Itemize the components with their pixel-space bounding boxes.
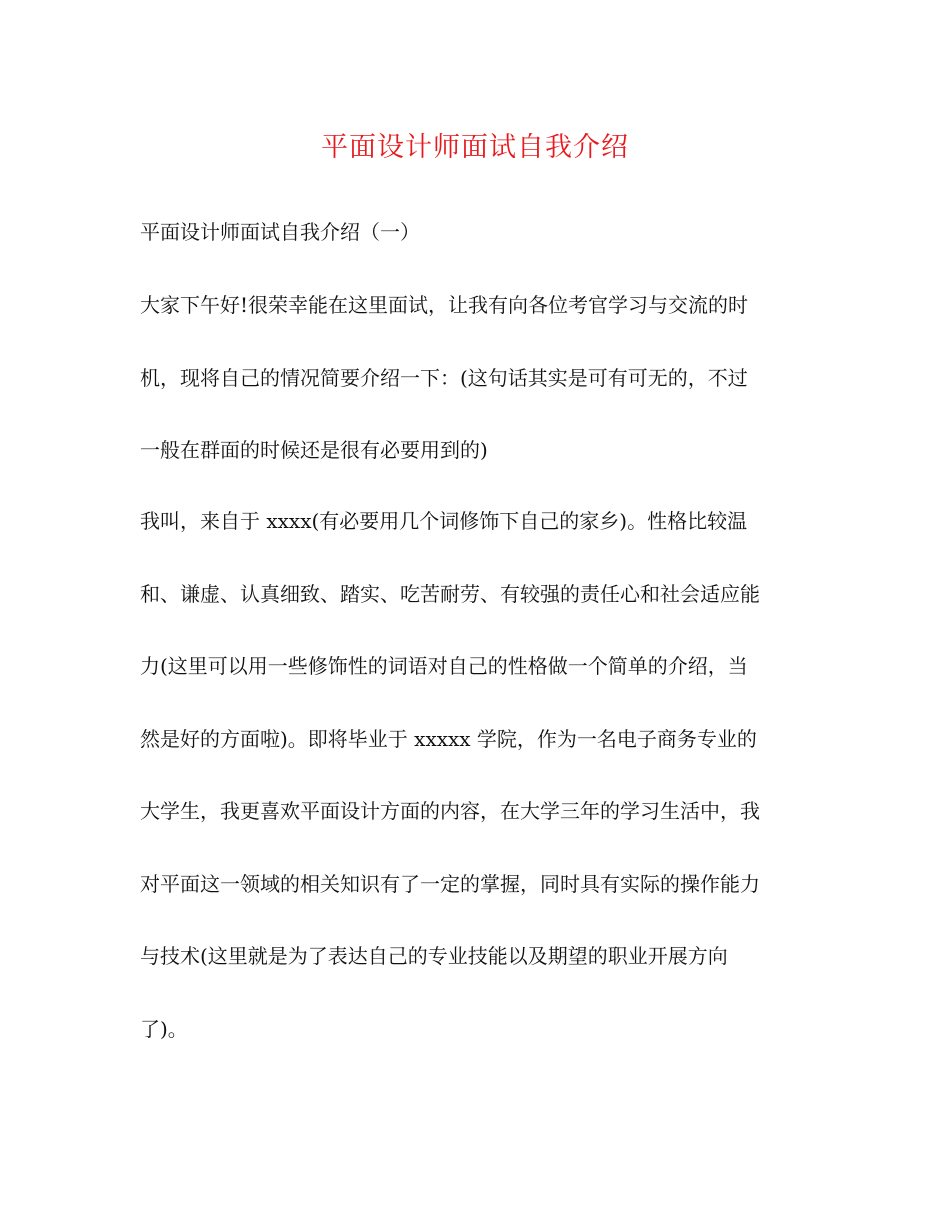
paragraph-line-9: 对平面这一领域的相关知识有了一定的掌握，同时具有实际的操作能力 [140,871,760,896]
paragraph-line-7: 然是好的方面啦)。即将毕业于 xxxxx 学院，作为一名电子商务专业的 [140,726,757,751]
paragraph-line-4: 我叫，来自于 xxxx(有必要用几个词修饰下自己的家乡)。性格比较温 [140,509,748,533]
paragraph-line-2: 机，现将自己的情况简要介绍一下：(这句话其实是可有可无的，不过 [140,365,748,390]
paragraph-line-8: 大学生，我更喜欢平面设计方面的内容，在大学三年的学习生活中，我 [140,799,760,823]
paragraph-line-6: 力(这里可以用一些修饰性的词语对自己的性格做一个简单的介绍，当 [140,654,748,678]
paragraph-line-10: 与技术(这里就是为了表达自己的专业技能以及期望的职业开展方向 [140,944,728,968]
section-heading: 平面设计师面试自我介绍（一） [140,220,420,244]
paragraph-line-1: 大家下午好!很荣幸能在这里面试，让我有向各位考官学习与交流的时 [140,293,749,317]
document-body [140,214,820,1083]
paragraph-line-3: 一般在群面的时候还是很有必要用到的) [140,438,488,462]
paragraph-line-5: 和、谦虚、认真细致、踏实、吃苦耐劳、有较强的责任心和社会适应能 [140,581,760,606]
document-title: 平面设计师面试自我介绍 [321,132,629,163]
paragraph-line-11: 了)。 [140,1016,188,1041]
